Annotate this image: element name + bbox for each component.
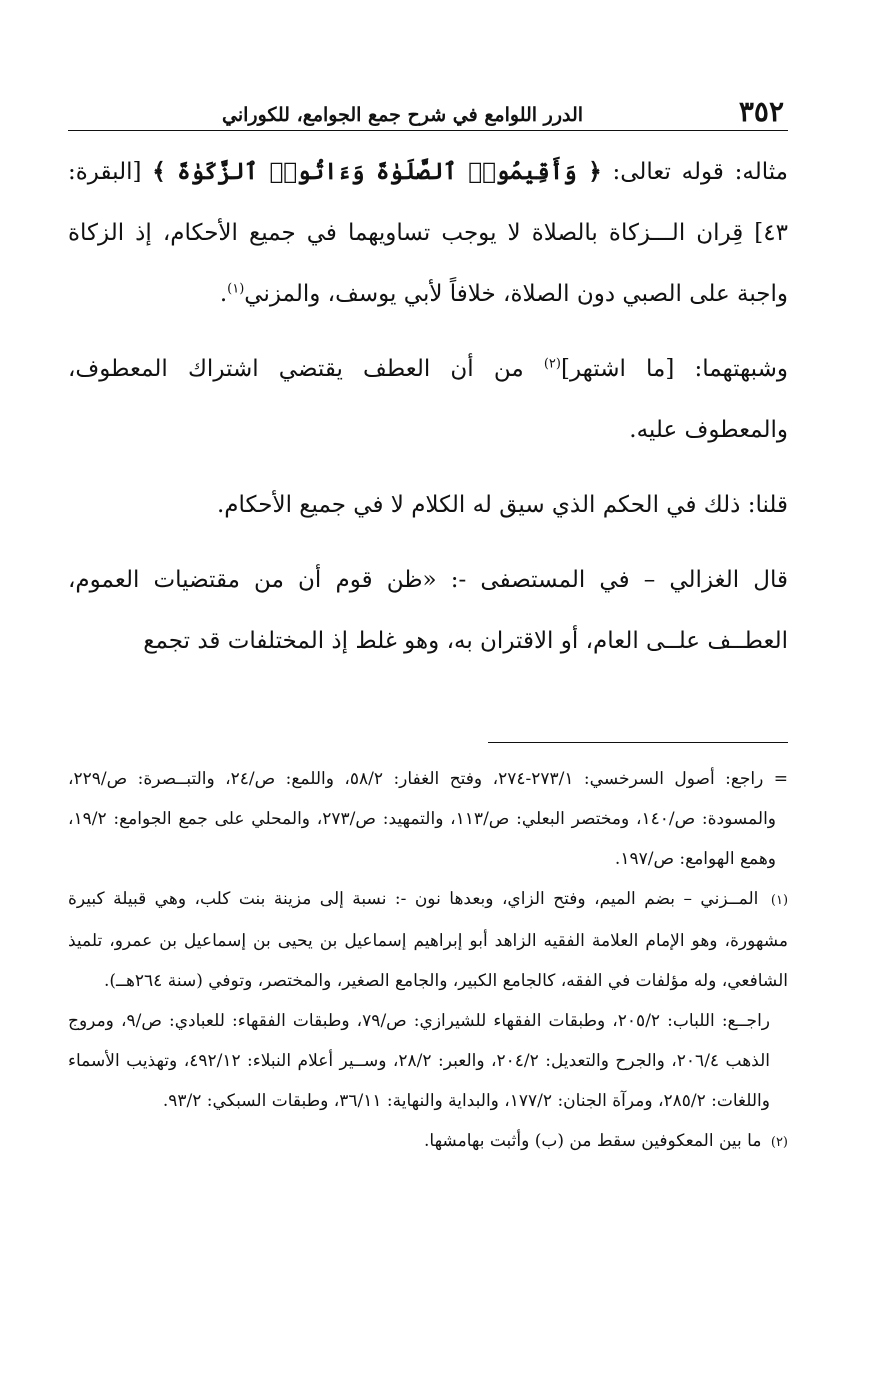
footnote-2-text: ما بين المعكوفين سقط من (ب) وأثبت بهامشها. <box>424 1131 762 1151</box>
footnote-2-number: (٢) <box>770 1135 788 1150</box>
footnote-separator <box>488 742 788 743</box>
doubt-intro: وشبهتهما: [ما اشتهر] <box>560 356 789 382</box>
main-text <box>68 141 788 672</box>
footnotes <box>68 759 788 1163</box>
example-intro: مثاله: قوله تعالى: <box>612 159 788 185</box>
period: . <box>219 281 228 307</box>
footnote-1-references: راجــع: اللباب: ٢٠٥/٢، وطبقات الفقهاء للشيرازي: ص/٧٩، وطبقات الفقهاء: للعبادي: ص/٩، ومروج الذهب ٢٠٦/٤، والجرح والتعديل: ٢٠٤/٢، والعبر: ٢٨/٢، وســير أعلام النبلاء: ٤٩٢/١٢، وتهذيب الأسماء واللغات: ٢٨٥/٢، ومرآة الجنان: ١٧٧/٢، والبداية والنهاية: ٣٦/١١، وطبقات السبكي: ٩٣/٢. <box>68 1011 771 1111</box>
footnote-1 <box>68 879 788 1001</box>
footnote-1-number: (١) <box>770 893 789 908</box>
example-body: قِران الـــزكاة بالصلاة لا يوجب تساويهما في جميع الأحكام، إذ الزكاة واجبة على الصبي دون الصلاة، خلافاً لأبي يوسف، والمزني <box>68 220 788 307</box>
paragraph-doubt <box>68 339 788 461</box>
quran-verse: ﴿ وَأَقِيمُوا۟ ٱلصَّلَوٰةَ وَءَاتُوا۟ ٱلزَّكَوٰةَ ﴾ <box>152 158 602 185</box>
footnote-ref-1: (١) <box>227 281 245 297</box>
footnote-2 <box>68 1121 788 1163</box>
paragraph-example <box>68 141 788 325</box>
book-page <box>68 88 788 1163</box>
footnote-continuation: = راجع: أصول السرخسي: ٢٧٣/١-٢٧٤، وفتح الغفار: ٥٨/٢، واللمع: ص/٢٤، والتبــصرة: ص/٢٢٩، والمسودة: ص/١٤٠، ومختصر البعلي: ص/١١٣، والتمهيد: ص/٢٧٣، والمحلي على جمع الجوامع: ١٩/٢، وهمع الهوامع: ص/١٩٧. <box>68 769 789 869</box>
verse-reference: [البقرة: ٤٣] <box>68 159 788 246</box>
footnote-1-text: المــزني – بضم الميم، وفتح الزاي، وبعدها نون -: نسبة إلى مزينة بنت كلب، وهي قبيلة كبيرة مشهورة، وهو الإمام العلامة الفقيه الزاهد أبو إبراهيم إسماعيل بن يحيى بن إسماعيل بن عمرو، تلميذ الشافعي، وله مؤلفات في الفقه، كالجامع الكبير، والجامع الصغير، والمختصر، وتوفي (سنة ٢٦٤هــ). <box>68 889 788 991</box>
doubt-body: من أن العطف يقتضي اشتراك المعطوف، والمعطوف عليه. <box>68 356 788 443</box>
page-number: ٣٥٢ <box>738 95 784 128</box>
paragraph-ghazali-quote: قال الغزالي – في المستصفى -: «ظن قوم أن من مقتضيات العموم، العطــف علــى العام، أو الاقتران به، وهو غلط إذ المختلفات قد تجمع <box>68 567 788 654</box>
page-header <box>68 88 788 131</box>
paragraph-reply: قلنا: ذلك في الحكم الذي سيق له الكلام لا في جميع الأحكام. <box>216 492 788 518</box>
running-title: الدرر اللوامع في شرح جمع الجوامع، للكوراني <box>222 104 584 126</box>
footnote-ref-2: (٢) <box>543 356 561 372</box>
